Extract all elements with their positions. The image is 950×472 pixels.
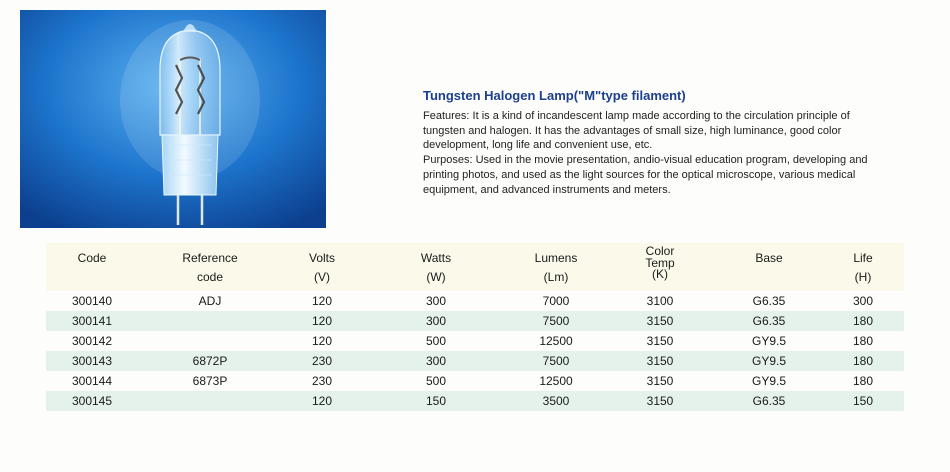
table-row	[46, 391, 904, 411]
cell-lumens: 7500	[542, 314, 570, 328]
header-ref-line2: code	[196, 270, 224, 284]
header-ct-line3: (K)	[652, 267, 668, 281]
cell-life: 150	[852, 394, 874, 408]
cell-base: GY9.5	[751, 374, 787, 388]
cell-life: 180	[852, 314, 874, 328]
halogen-lamp-image	[20, 10, 326, 228]
cell-ref: ADJ	[198, 294, 222, 308]
cell-code: 300144	[71, 374, 113, 388]
header-ct-line2: Temp	[645, 255, 675, 270]
cell-ref: 6873P	[192, 374, 228, 388]
cell-base: G6.35	[752, 294, 786, 308]
header-base	[736, 243, 802, 291]
features-text: Features: It is a kind of incandescent lamp made according to the circulation principle of tungsten and halogen. It has the advantages of small size, high luminance, good color development, long life and convenient use, etc.	[423, 110, 850, 152]
cell-watts: 500	[425, 374, 447, 388]
cell-base: G6.35	[752, 314, 786, 328]
table-row	[46, 351, 904, 371]
header-life	[834, 243, 892, 291]
header-lumens-line1: Lumens	[534, 251, 578, 265]
cell-color-temp: 3150	[646, 334, 674, 348]
cell-life: 180	[852, 354, 874, 368]
header-code	[46, 243, 138, 291]
header-lumens	[511, 243, 601, 291]
cell-code: 300143	[71, 354, 113, 368]
cell-lumens: 12500	[539, 374, 573, 388]
cell-watts: 300	[425, 354, 447, 368]
cell-watts: 300	[425, 294, 447, 308]
header-color-temp	[630, 243, 690, 291]
cell-volts: 120	[311, 334, 333, 348]
header-life-line2: (H)	[854, 270, 872, 284]
cell-code: 300142	[71, 334, 113, 348]
table-row	[46, 291, 904, 311]
cell-watts: 150	[425, 394, 447, 408]
cell-lumens: 7000	[542, 294, 570, 308]
header-watts	[406, 243, 466, 291]
purposes-text: Purposes: Used in the movie presentation, andio-visual education program, developing and printing photos, and used as the light sources for the optical microscope, various medical equipment, and advanced instruments and meters.	[423, 154, 868, 196]
cell-lumens: 7500	[542, 354, 570, 368]
cell-life: 180	[852, 374, 874, 388]
cell-life: 300	[852, 294, 874, 308]
spec-table	[46, 243, 904, 411]
cell-color-temp: 3100	[646, 294, 674, 308]
cell-color-temp: 3150	[646, 374, 674, 388]
header-lumens-line2: (Lm)	[543, 270, 569, 284]
cell-base: GY9.5	[751, 334, 787, 348]
header-reference-code	[154, 243, 266, 291]
product-title: Tungsten Halogen Lamp("M"type filament)	[423, 88, 686, 103]
cell-ref	[154, 311, 266, 331]
header-life-line1: Life	[853, 251, 873, 265]
cell-ref	[154, 331, 266, 351]
cell-code: 300140	[71, 294, 113, 308]
header-ref-line1: Reference	[182, 251, 238, 265]
cell-volts: 120	[311, 314, 333, 328]
cell-volts: 230	[311, 354, 333, 368]
cell-color-temp: 3150	[646, 314, 674, 328]
header-code-label: Code	[77, 251, 107, 265]
header-volts-line1: Volts	[308, 251, 335, 265]
product-photo	[20, 10, 326, 228]
cell-base: G6.35	[752, 394, 786, 408]
cell-volts: 230	[311, 374, 333, 388]
header-base-label: Base	[755, 251, 783, 265]
cell-watts: 500	[425, 334, 447, 348]
cell-watts: 300	[425, 314, 447, 328]
header-ct-line1: Color	[645, 244, 675, 258]
cell-code: 300141	[71, 314, 113, 328]
cell-volts: 120	[311, 394, 333, 408]
header-watts-line1: Watts	[420, 251, 452, 265]
cell-ref: 6872P	[192, 354, 228, 368]
table-row	[46, 311, 904, 331]
cell-base: GY9.5	[751, 354, 787, 368]
table-row	[46, 331, 904, 351]
header-volts	[292, 243, 352, 291]
cell-lumens: 3500	[542, 394, 570, 408]
table-row	[46, 371, 904, 391]
header-volts-line2: (V)	[314, 270, 330, 284]
cell-life: 180	[852, 334, 874, 348]
header-watts-line2: (W)	[426, 270, 446, 284]
cell-ref	[154, 391, 266, 411]
cell-color-temp: 3150	[646, 394, 674, 408]
table-header	[46, 243, 904, 291]
cell-color-temp: 3150	[646, 354, 674, 368]
product-description	[423, 109, 893, 197]
cell-code: 300145	[71, 394, 113, 408]
cell-volts: 120	[311, 294, 333, 308]
cell-lumens: 12500	[539, 334, 573, 348]
